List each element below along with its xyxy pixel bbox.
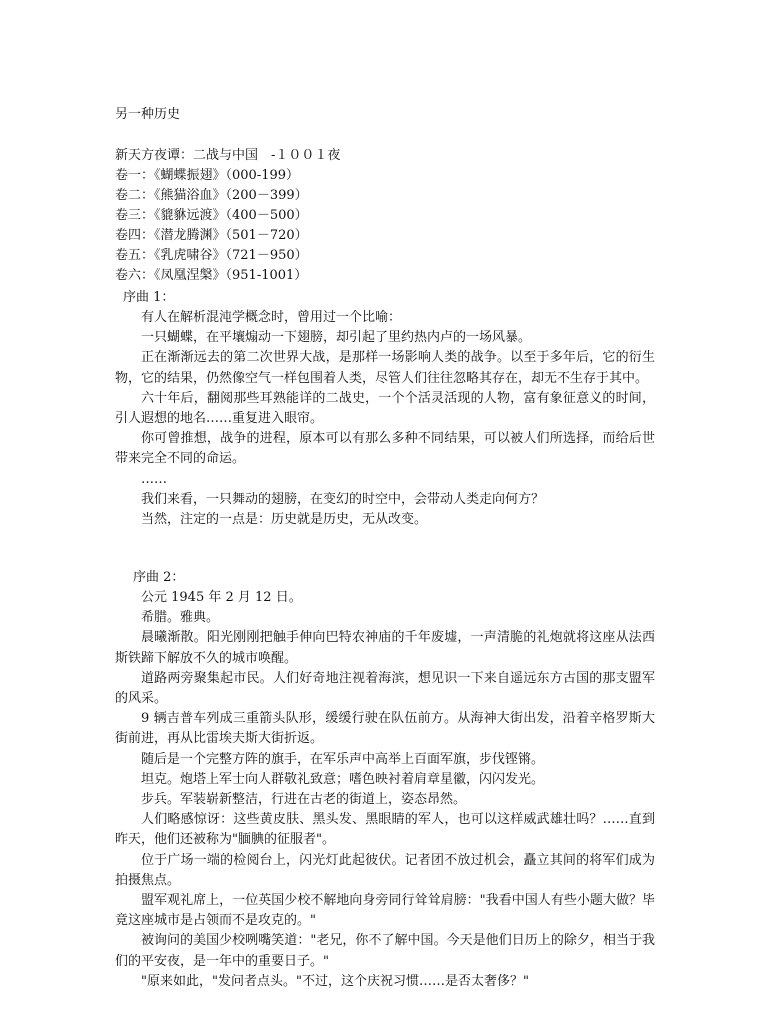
paragraph: 你可曾推想，战争的进程，原本可以有那么多种不同结果，可以被人们所选择，而给后世带来完全不同的命运。 bbox=[115, 431, 655, 467]
section-heading: 序曲 1： bbox=[123, 290, 175, 305]
paragraph: 当然，注定的一点是：历史就是历史，无从改变。 bbox=[141, 512, 428, 528]
paragraph: "原来如此，"发问者点头。"不过，这个庆祝习惯……是否太奢侈？" bbox=[141, 973, 529, 989]
paragraph: 位于广场一端的检阅台上，闪光灯此起彼伏。记者团不放过机会，矗立其间的将军们成为拍摄焦点。 bbox=[115, 852, 655, 888]
paragraph: 我们来看，一只舞动的翅膀，在变幻的时空中，会带动人类走向何方？ bbox=[141, 491, 545, 507]
paragraph: 一只蝴蝶，在平壤煽动一下翅膀，却引起了里约热内卢的一场风暴。 bbox=[141, 330, 532, 346]
document-title: 另一种历史 bbox=[115, 107, 181, 122]
paragraph: 希腊。雅典。 bbox=[141, 610, 220, 626]
toc-line: 卷六：《凤凰涅槃》（951-1001） bbox=[115, 268, 308, 283]
toc-line: 卷三：《貔貅远渡》（400－500） bbox=[115, 208, 308, 223]
toc-line: 卷四：《潜龙腾渊》（501－720） bbox=[115, 228, 308, 243]
paragraph: 盟军观礼席上，一位英国少校不解地向身旁同行耸耸肩膀："我看中国人有些小题大做？毕竟这座城市是占领而不是攻克的。" bbox=[115, 893, 655, 929]
prologue-1 bbox=[115, 288, 655, 530]
prologue-2 bbox=[115, 568, 655, 992]
toc-line: 卷五：《乳虎啸谷》（721－950） bbox=[115, 248, 308, 263]
table-of-contents bbox=[115, 146, 340, 286]
paragraph: …… bbox=[141, 471, 167, 487]
paragraph: 坦克。炮塔上军士向人群敬礼致意；嗜色映衬着肩章星徽，闪闪发光。 bbox=[141, 771, 545, 787]
paragraph: 晨曦渐散。阳光刚刚把触手伸向巴特农神庙的千年废墟，一声清脆的礼炮就将这座从法西斯铁蹄下解放不久的城市唤醒。 bbox=[115, 630, 655, 666]
toc-line: 新天方夜谭：二战与中国 -１００１夜 bbox=[115, 148, 341, 163]
paragraph: 公元 1945 年 2 月 12 日。 bbox=[141, 590, 302, 605]
paragraph: 9 辆吉普车列成三重箭头队形，缓缓行驶在队伍前方。从海神大街出发，沿着辛格罗斯大街前进，再从比雷埃夫斯大街折返。 bbox=[115, 711, 655, 747]
toc-line: 卷二：《熊猫浴血》（200－399） bbox=[115, 188, 308, 203]
paragraph: 六十年后，翻阅那些耳熟能详的二战史，一个个活灵活现的人物，富有象征意义的时间，引人遐想的地名……重复进入眼帘。 bbox=[115, 390, 655, 427]
paragraph: 人们略感惊讶：这些黄皮肤、黑头发、黑眼睛的军人，也可以这样威武雄壮吗？……直到昨天，他们还被称为"腼腆的征服者"。 bbox=[115, 812, 655, 848]
paragraph: 有人在解析混沌学概念时，曾用过一个比喻： bbox=[141, 310, 402, 325]
paragraph: 道路两旁聚集起市民。人们好奇地注视着海滨，想见识一下来自遥远东方古国的那支盟军的风采。 bbox=[115, 670, 655, 707]
toc-line: 卷一：《蝴蝶振翅》（000-199） bbox=[115, 168, 300, 183]
paragraph: 被询问的美国少校咧嘴笑道："老兄，你不了解中国。今天是他们日历上的除夕，相当于我们的平安夜，是一年中的重要日子。" bbox=[115, 933, 655, 969]
section-heading: 序曲 2： bbox=[133, 570, 185, 585]
paragraph: 步兵。军装崭新整洁，行进在古老的街道上，姿态昂然。 bbox=[141, 792, 467, 808]
paragraph: 随后是一个完整方阵的旗手，在军乐声中高举上百面军旗，步伐铿锵。 bbox=[141, 751, 545, 767]
paragraph: 正在渐渐远去的第二次世界大战，是那样一场影响人类的战争。以至于多年后，它的衍生物，它的结果，仍然像空气一样包围着人类，尽管人们往往忽略其存在，却无不生存于其中。 bbox=[115, 350, 655, 386]
